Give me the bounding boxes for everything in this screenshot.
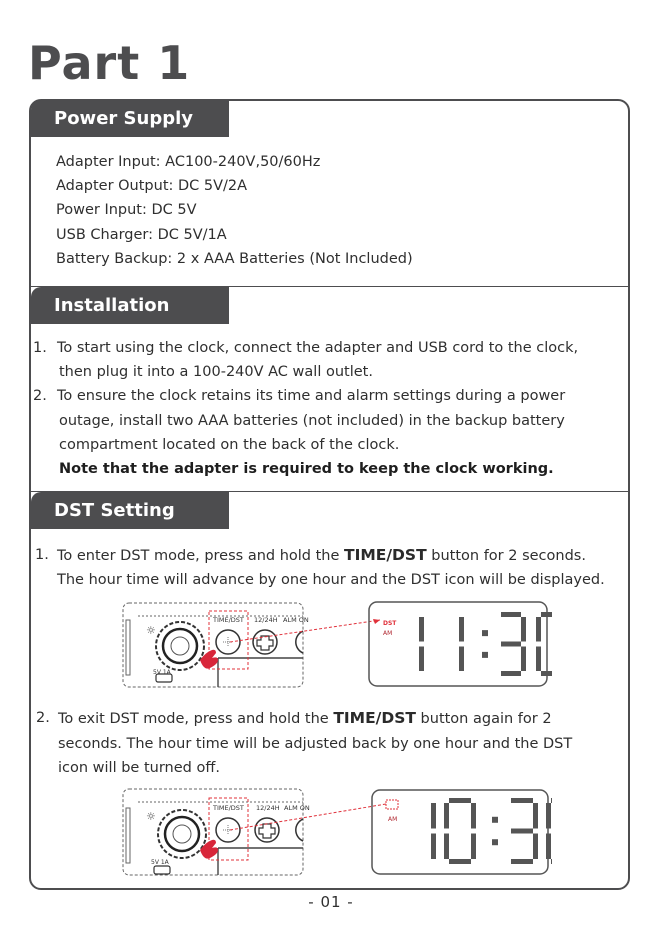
list-item [33, 384, 578, 408]
lcd-segment [449, 859, 471, 864]
lcd-segment [521, 647, 526, 672]
alm-on-button [296, 819, 303, 841]
port-label: 5V 1A [153, 669, 171, 676]
list-number: 1. [33, 340, 47, 356]
step-text-continued: icon will be turned off. [58, 760, 220, 776]
lcd-segment [419, 647, 424, 672]
dst-step-2 [36, 706, 573, 781]
alm-on-button [296, 631, 303, 653]
lcd-segment [459, 647, 464, 672]
lcd-segment [444, 834, 449, 860]
dst-step-1 [35, 543, 605, 592]
lcd-segment [541, 612, 552, 617]
lcd-segment [431, 834, 436, 860]
step-text-continued: The hour time will advance by one hour and the DST icon will be displayed. [57, 572, 605, 589]
step-text: To ensure the clock retains its time and alarm settings during a power [57, 388, 566, 405]
section-tab-dst-setting: DST Setting [31, 492, 229, 529]
lcd-segment [536, 647, 541, 672]
step-text-continued: then plug it into a 100-240V AC wall outlet. [59, 364, 373, 381]
list-number: 1. [35, 547, 49, 563]
dst-off-highlight [386, 800, 398, 809]
step-text: To exit DST mode, press and hold the [58, 711, 334, 727]
button-label-time-dst: TIME/DST [213, 804, 244, 812]
section-tab-installation: Installation [31, 287, 229, 324]
lcd-segment [501, 642, 521, 647]
button-label-time-dst: TIME/DST [213, 616, 244, 624]
page-title: Part 1 [28, 36, 191, 90]
section-tab-power-supply: Power Supply [31, 100, 229, 137]
lcd-segment [546, 803, 551, 829]
lcd-segment [551, 859, 552, 864]
brightness-dial [146, 622, 204, 670]
am-indicator: AM [388, 816, 398, 823]
time-digits [419, 612, 552, 676]
lcd-segment [471, 834, 476, 860]
lcd-segment [419, 617, 424, 642]
step-text: button for 2 seconds. [426, 548, 586, 564]
clock-back-panel [123, 789, 303, 875]
dst-off-diagram [118, 786, 552, 878]
am-indicator: AM [383, 630, 393, 637]
lcd-segment [511, 798, 533, 803]
key-label: TIME/DST [333, 709, 416, 727]
colon-dot [482, 652, 488, 658]
lcd-segment [444, 803, 449, 829]
button-label-12-24h: 12/24H [256, 804, 280, 812]
spec-usb-charger: USB Charger: DC 5V/1A [56, 226, 227, 243]
lcd-segment [501, 671, 521, 676]
svg-text:☼: ☼ [146, 624, 156, 637]
installation-note: Note that the adapter is required to keep the clock working. [59, 461, 554, 478]
time-dst-button [216, 818, 240, 842]
list-number: 2. [33, 388, 47, 405]
colon-dot [482, 630, 488, 636]
brightness-dial [146, 810, 206, 858]
12-24h-button [253, 630, 277, 654]
step-text-continued: outage, install two AAA batteries (not included) in the backup battery [59, 412, 565, 429]
lcd-segment [511, 859, 533, 864]
power-spec-list [56, 150, 413, 271]
lcd-segment [449, 798, 471, 803]
time-dst-button [216, 630, 240, 654]
usb-port [154, 866, 170, 874]
spec-battery-backup: Battery Backup: 2 x AAA Batteries (Not Included) [56, 250, 413, 267]
pointing-hand-icon [200, 840, 218, 859]
button-label-12-24h: 12/24H [254, 616, 278, 624]
lcd-segment [459, 617, 464, 642]
page-number: - 01 - [308, 893, 354, 911]
lcd-segment [533, 834, 538, 860]
port-label: 5V 1A [151, 859, 169, 866]
step-text: button again for 2 [415, 711, 552, 727]
list-number: 2. [36, 710, 50, 726]
list-item [35, 543, 605, 568]
lcd-segment [536, 617, 541, 642]
step-text: To enter DST mode, press and hold the [57, 548, 345, 564]
key-label: TIME/DST [344, 546, 427, 564]
lcd-segment [551, 798, 552, 803]
time-digits [431, 798, 552, 864]
lcd-segment [501, 612, 521, 617]
spec-adapter-output: Adapter Output: DC 5V/2A [56, 178, 248, 195]
12-24h-button [255, 818, 279, 842]
step-text-continued: seconds. The hour time will be adjusted back by one hour and the DST [58, 735, 573, 752]
step-text: To start using the clock, connect the adapter and USB cord to the clock, [57, 340, 579, 356]
svg-text:☼: ☼ [146, 810, 156, 823]
lcd-segment [533, 803, 538, 829]
lcd-segment [471, 803, 476, 829]
list-item [36, 706, 572, 732]
installation-steps [33, 336, 579, 481]
spec-adapter-input: Adapter Input: AC100-240V,50/60Hz [56, 154, 321, 170]
lcd-segment [546, 834, 551, 860]
dst-indicator: DST [383, 620, 397, 627]
lcd-segment [431, 803, 436, 829]
lcd-segment [521, 617, 526, 642]
step-text-continued: compartment located on the back of the clock. [59, 436, 400, 453]
button-label-alm-on: ALM ON [284, 804, 310, 812]
list-item [33, 336, 579, 360]
button-label-alm-on: ALM ON [283, 616, 309, 624]
colon-dot [492, 839, 498, 845]
dst-on-diagram [118, 598, 552, 690]
lcd-segment [511, 829, 533, 834]
spec-power-input: Power Input: DC 5V [56, 202, 197, 219]
colon-dot [492, 817, 498, 823]
lcd-segment [541, 671, 552, 676]
